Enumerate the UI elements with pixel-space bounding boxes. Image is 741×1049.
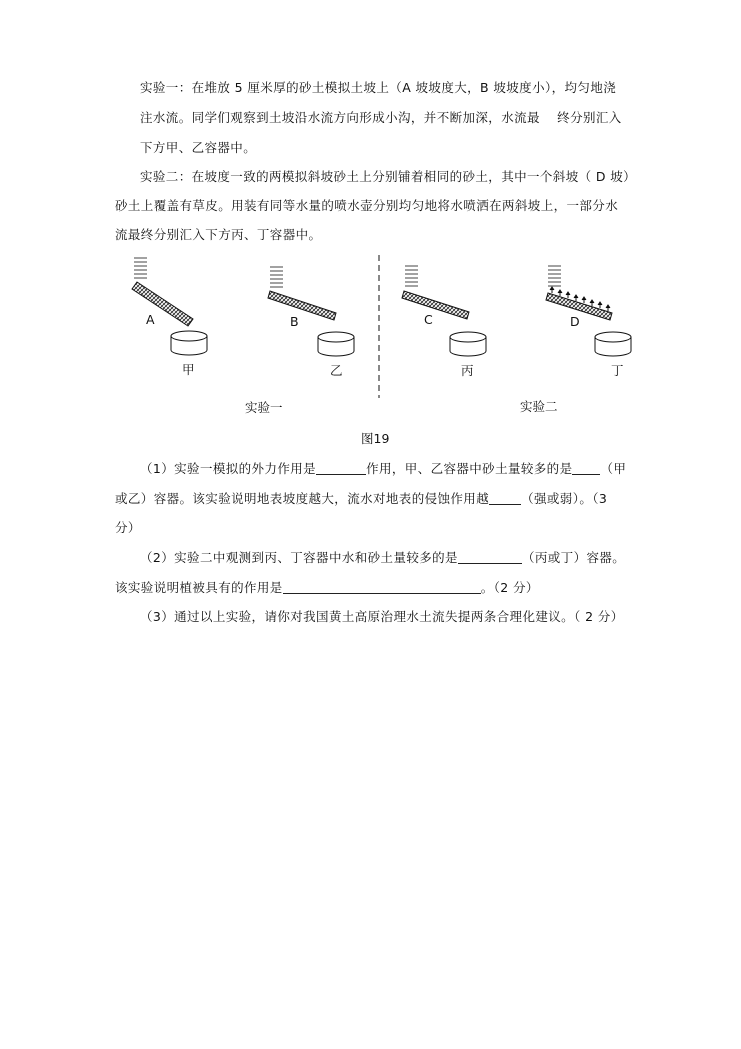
experiment-label-2: 实验二 [520, 399, 558, 414]
slope-label-a: A [146, 312, 155, 327]
water-spray-c [405, 266, 418, 286]
exp1-line1: 实验一：在堆放 5 厘米厚的砂土模拟土坡上（A 坡坡度大，B 坡坡度小），均匀地浇 [140, 80, 617, 95]
container-ding [595, 332, 631, 356]
slope-a [132, 282, 193, 326]
question-2-line1: （2）实验二中观测到丙、丁容器中水和砂土量较多的是 （丙或丁）容器。 [140, 550, 626, 565]
question-1-line3: 分） [115, 520, 141, 535]
question-2-line2: 该实验说明植被具有的作用是 。（2 分） [115, 580, 539, 595]
answer-blank-1b[interactable] [572, 462, 600, 475]
exp2-line2: 砂土上覆盖有草皮。用装有同等水量的喷水壶分别均匀地将水喷洒在两斜坡上，一部分水 [115, 198, 619, 213]
slope-c [402, 291, 469, 319]
container-yi [318, 332, 354, 356]
container-bing [450, 332, 486, 356]
exp1-line3: 下方甲、乙容器中。 [140, 140, 257, 155]
slope-b [268, 291, 336, 320]
answer-blank-1a[interactable] [316, 462, 366, 475]
slope-label-d: D [570, 314, 580, 329]
experiment-label-1: 实验一 [245, 400, 283, 415]
exp1-line2: 注水流。同学们观察到土坡沿水流方向形成小沟，并不断加深，水流最 终分别汇入 [140, 110, 622, 125]
question-1-line1: （1）实验一模拟的外力作用是 作用，甲、乙容器中砂土量较多的是 （甲 [140, 461, 627, 476]
container-label-jia: 甲 [182, 362, 195, 377]
container-label-bing: 丙 [461, 363, 474, 378]
exp2-line1: 实验二：在坡度一致的两模拟斜坡砂土上分别铺着相同的砂土，其中一个斜坡（ D 坡） [140, 169, 637, 184]
container-label-ding: 丁 [611, 363, 624, 378]
question-3: （3）通过以上实验，请你对我国黄土高原治理水土流失提两条合理化建议。（ 2 分） [140, 609, 624, 624]
exp2-line3: 流最终分别汇入下方丙、丁容器中。 [115, 227, 322, 242]
container-jia [171, 331, 207, 355]
container-label-yi: 乙 [330, 363, 343, 378]
answer-blank-1c[interactable] [489, 492, 521, 505]
water-spray-a [134, 258, 147, 278]
answer-blank-2a[interactable] [458, 551, 522, 564]
water-spray-b [270, 267, 283, 287]
figure-19 [0, 0, 741, 420]
question-1-line2: 或乙）容器。该实验说明地表坡度越大，流水对地表的侵蚀作用越 （强或弱）。（3 [115, 491, 608, 506]
answer-blank-2b[interactable] [283, 581, 481, 594]
slope-label-c: C [424, 312, 433, 327]
water-spray-d [548, 266, 561, 286]
figure-caption: 图19 [361, 431, 390, 446]
slope-label-b: B [290, 314, 299, 329]
